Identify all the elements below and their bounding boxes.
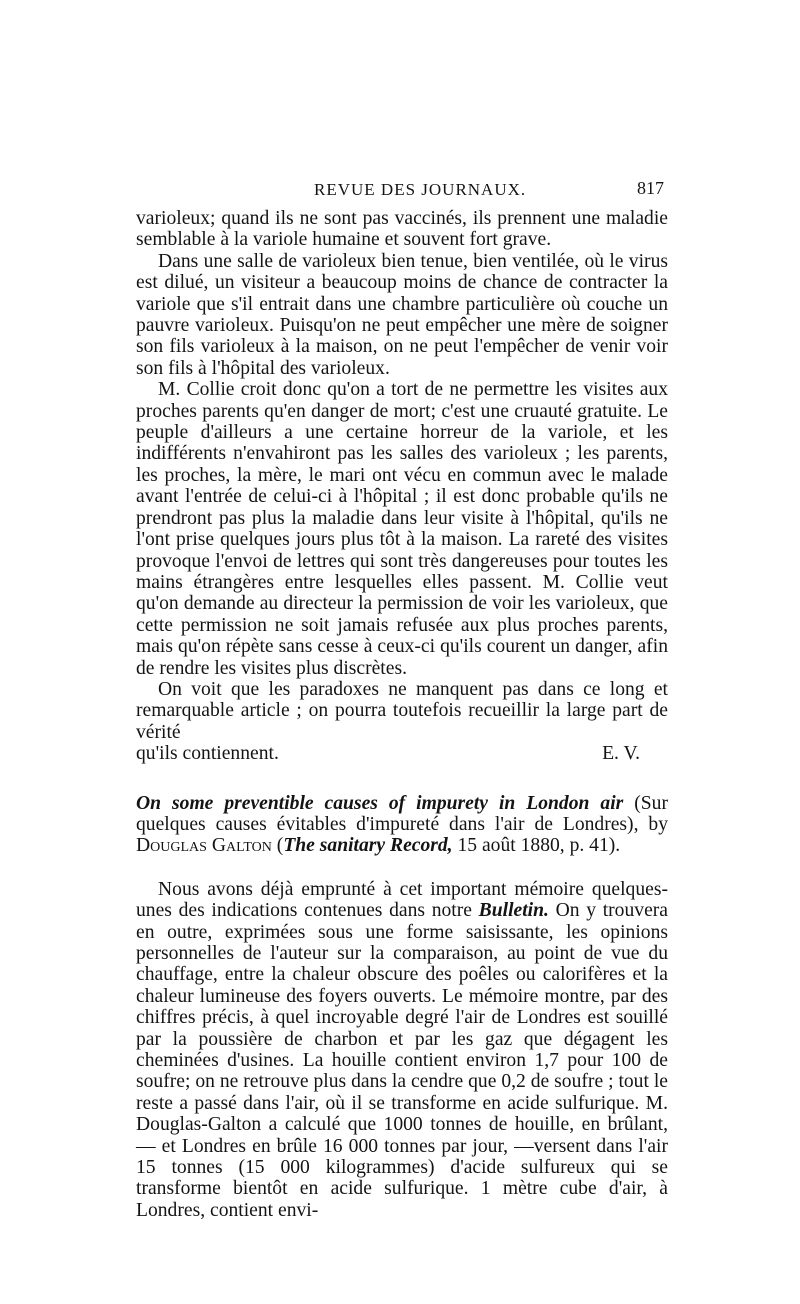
paragraph-5-start: Nous avons déjà emprunté à cet important mémoire quelques-unes des indications contenues dans notre bbox=[136, 878, 668, 922]
paragraph-1: varioleux; quand ils ne sont pas vaccinés, ils prennent une maladie semblable à la variole humaine et souvent fort grave. bbox=[136, 208, 668, 251]
paragraph-4-end: qu'ils contiennent. bbox=[136, 743, 279, 765]
running-title: REVUE DES JOURNAUX. bbox=[314, 180, 527, 199]
reference-journal: The sanitary Record, bbox=[283, 835, 453, 857]
paragraph-2: Dans une salle de varioleux bien tenue, bien ventilée, où le virus est dilué, un visiteur a beaucoup moins de chance de contracter la variole que s'il entrait dans une chambre particulière où couche un pauvre varioleux. Puisqu'on ne peut empêcher une mère de soigner son fils varioleux à la maison, on ne peut l'empêcher de venir voir son fils à l'hôpital des varioleux. bbox=[136, 250, 668, 379]
page-number: 817 bbox=[637, 178, 664, 198]
reference-author: Douglas Galton bbox=[136, 835, 272, 857]
article-smallpox-visits bbox=[136, 208, 668, 765]
article-london-air bbox=[136, 879, 668, 1222]
signature-line bbox=[136, 743, 668, 764]
article-reference: On some preventible causes of impurety in London air (Sur quelques causes évitables d'impureté dans l'air de Londres), by Douglas Galton (The sanitary Record, 15 août 1880, p. 41). bbox=[136, 792, 668, 857]
paragraph-3: M. Collie croit donc qu'on a tort de ne permettre les visites aux proches parents qu'en danger de mort; c'est une cruauté gratuite. Le peuple d'ailleurs a une certaine horreur de la variole, et les indifférents n'envahiront pas les salles des varioleux ; les parents, les proches, la mère, le mari ont vécu en commun avec le malade avant l'entrée de celui-ci à l'hôpital ; il est donc probable qu'ils ne prendront pas plus la maladie dans leur visite à l'hôpital, qu'ils ne l'ont prise quelques jours plus tôt à la maison. La rareté des visites provoque l'envoi de lettres qui sont très dangereuses pour toutes les mains étrangères entre lesquelles elles passent. M. Collie veut qu'on demande au directeur la permission de voir les varioleux, que cette permission ne soit jamais refusée aux plus proches parents, mais qu'on répète sans cesse à ceux-ci qu'ils courent un danger, afin de rendre les visites plus discrètes. bbox=[136, 379, 668, 679]
journal-page bbox=[136, 178, 668, 1221]
running-head bbox=[136, 178, 668, 208]
reference-translation: (Sur quelques causes évitables d'impureté dans l'air de Londres), by bbox=[136, 792, 668, 835]
paragraph-4: On voit que les paradoxes ne manquent pas dans ce long et remarquable article ; on pourra toutefois recueillir la large part de vérité bbox=[136, 678, 668, 743]
author-initials: E. V. bbox=[602, 743, 640, 765]
paragraph-5 bbox=[136, 879, 668, 1222]
reference-date: 15 août 1880, p. 41). bbox=[457, 835, 621, 857]
bulletin-reference: Bulletin. bbox=[478, 900, 549, 922]
reference-title: On some preventible causes of impurety in London air bbox=[136, 792, 624, 814]
paragraph-5-end: On y trouvera en outre, exprimées sous une forme saisissante, les opinions personnelles de l'auteur sur la comparaison, au point de vue du chauffage, entre la chaleur obscure des poêles ou calorifères et la chaleur lumineuse des foyers ouverts. Le mémoire montre, par des chiffres précis, à quel incroyable degré l'air de Londres est souillé par la poussière de charbon et par les gaz que dégagent les cheminées d'usines. La houille contient environ 1,7 pour 100 de soufre; on ne retrouve plus dans la cendre que 0,2 de soufre ; tout le reste a passé dans l'air, où il se transforme en acide sulfurique. M. Douglas-Galton a calculé que 1000 tonnes de houille, en brûlant, — et Londres en brûle 16 000 tonnes par jour, —versent dans l'air 15 tonnes (15 000 kilogrammes) d'acide sulfureux qui se transforme bientôt en acide sulfurique. 1 mètre cube d'air, à Londres, contient envi- bbox=[136, 900, 668, 1221]
